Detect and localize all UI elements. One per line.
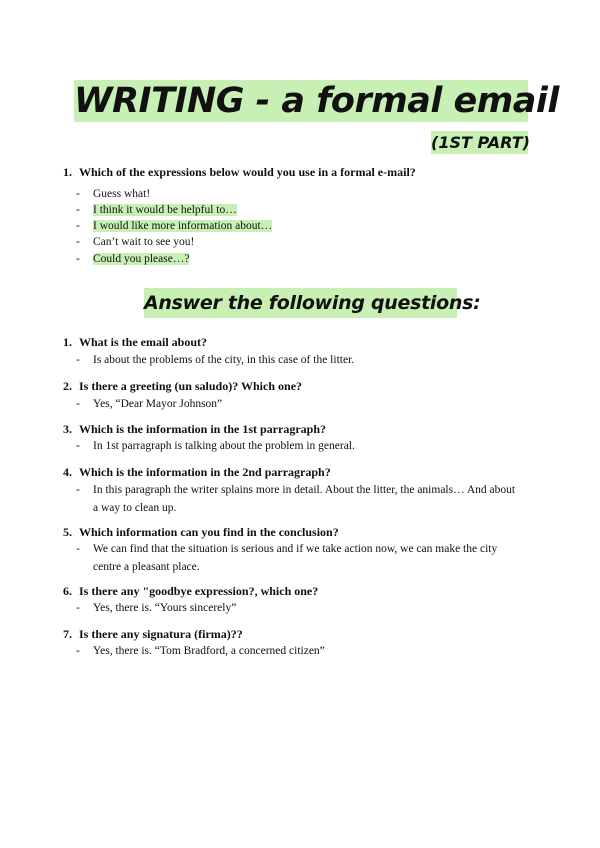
question-number: 7.	[63, 627, 72, 641]
question-number: 4.	[63, 465, 72, 479]
option-text-highlighted: I would like more information about…	[93, 220, 273, 232]
list-dash: -	[76, 188, 80, 200]
question-number: 6.	[63, 584, 72, 598]
option-text-highlighted: Could you please…?	[93, 253, 190, 265]
qa-answer	[76, 481, 523, 517]
qa-answer	[76, 395, 523, 413]
answer-text: In this paragraph the writer splains more in detail. About the litter, the animals… And about a way to clean up.	[93, 484, 516, 514]
answer-text: Yes, there is. “Yours sincerely”	[93, 602, 237, 614]
option-text: Can’t wait to see you!	[93, 236, 195, 248]
list-dash: -	[76, 543, 80, 555]
question-text: Which of the expressions below would you use in a formal e-mail?	[79, 165, 416, 179]
list-item	[76, 186, 150, 202]
question-text: What is the email about?	[79, 335, 208, 349]
question-number: 1.	[63, 165, 72, 179]
question-number: 5.	[63, 525, 72, 539]
qa-answer	[76, 642, 523, 660]
answer-text: In 1st parragraph is talking about the problem in general.	[93, 440, 355, 452]
list-item	[76, 234, 194, 250]
qa-question	[63, 524, 339, 540]
page-subtitle: (1ST PART)	[431, 133, 530, 152]
question-text: Which is the information in the 2nd parragraph?	[79, 465, 331, 479]
qa-question	[63, 421, 326, 437]
qa-answer	[76, 599, 523, 617]
question-1	[63, 164, 416, 180]
option-text: Guess what!	[93, 188, 151, 200]
list-dash: -	[76, 398, 80, 410]
list-dash: -	[76, 484, 80, 496]
answer-text: We can find that the situation is serious and if we take action now, we can make the city centre a pleasant place.	[93, 543, 498, 573]
list-dash: -	[76, 354, 80, 366]
qa-question	[63, 583, 318, 599]
option-text-highlighted: I think it would be helpful to…	[93, 204, 237, 216]
list-item	[76, 202, 237, 218]
list-item	[76, 218, 272, 234]
qa-question	[63, 334, 207, 350]
list-dash: -	[76, 440, 80, 452]
list-dash: -	[76, 236, 80, 248]
list-item	[76, 251, 189, 267]
question-text: Is there a greeting (un saludo)? Which one?	[79, 379, 303, 393]
question-text: Which information can you find in the conclusion?	[79, 525, 339, 539]
question-number: 2.	[63, 379, 72, 393]
question-text: Is there any signatura (firma)??	[79, 627, 243, 641]
list-dash: -	[76, 253, 80, 265]
page-title: WRITING - a formal email	[74, 81, 559, 121]
answer-text: Yes, there is. “Tom Bradford, a concerned citizen”	[93, 645, 325, 657]
qa-answer	[76, 437, 523, 455]
list-dash: -	[76, 602, 80, 614]
question-text: Is there any "goodbye expression?, which one?	[79, 584, 319, 598]
question-number: 3.	[63, 422, 72, 436]
qa-question	[63, 626, 243, 642]
list-dash: -	[76, 204, 80, 216]
qa-question	[63, 378, 302, 394]
qa-answer	[76, 540, 523, 576]
list-dash: -	[76, 645, 80, 657]
qa-question	[63, 464, 331, 480]
answer-text: Yes, “Dear Mayor Johnson”	[93, 398, 223, 410]
section-title: Answer the following questions:	[144, 292, 481, 314]
list-dash: -	[76, 220, 80, 232]
answer-text: Is about the problems of the city, in this case of the litter.	[93, 354, 355, 366]
qa-answer	[76, 351, 523, 369]
question-text: Which is the information in the 1st parragraph?	[79, 422, 327, 436]
question-number: 1.	[63, 335, 72, 349]
